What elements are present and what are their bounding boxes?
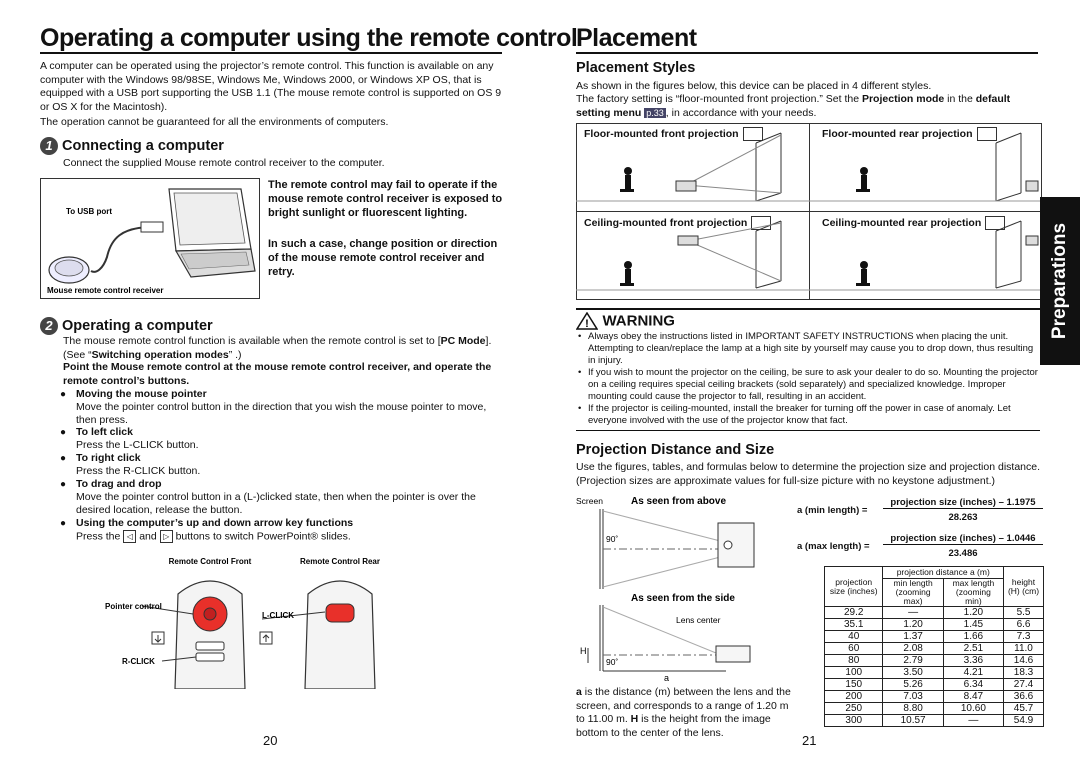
table-cell: 7.3 [1004,631,1044,643]
table-cell: 3.36 [943,655,1003,667]
table-cell: 27.4 [1004,679,1044,691]
styles-text-2: The factory setting is “floor-mounted front projection.” Set the Projection mode in the default setting menu p.33 , in accordance with your needs. [576,93,1011,119]
table-cell: 14.6 [1004,655,1044,667]
col-size: projection size (inches) [825,567,883,607]
table-cell: 8.47 [943,691,1003,703]
placement-illustrations [576,123,1040,298]
screen-label: Screen [576,496,603,506]
table-row [825,619,1044,631]
table-cell: 5.5 [1004,607,1044,619]
bullet-left-click: ● To left click Press the L-CLICK button. [76,426,502,452]
page-title: Placement [576,24,697,52]
section-title: Operating a computer [62,317,213,334]
table-cell: 6.34 [943,679,1003,691]
min-formula-label: a (min length) = [797,505,868,516]
table-cell: 10.57 [883,715,943,727]
col-distance: projection distance a (m) [883,567,1004,579]
max-formula-numerator: projection size (inches) – 1.0446 [883,533,1043,545]
table-cell: 1.66 [943,631,1003,643]
step-1-icon: 1 [40,137,58,155]
table-cell: 1.20 [883,619,943,631]
col-max: max length (zooming min) [943,579,1003,607]
a-label: a [664,673,670,683]
warning-rule [576,308,1040,310]
angle-label-top: 90˚ [606,534,619,544]
receiver-label: Mouse remote control receiver [47,286,164,295]
laptop-receiver-illustration [41,179,259,298]
table-cell: — [943,715,1003,727]
page-number: 21 [802,733,817,748]
placement-styles-heading: Placement Styles [576,60,696,76]
rc-front-label: Remote Control Front [168,557,252,566]
table-cell: 10.60 [943,703,1003,715]
table-cell: 7.03 [883,691,943,703]
table-cell: 60 [825,643,883,655]
rclick-label: R-CLICK [122,657,155,666]
remote-control-figure [100,554,440,689]
table-cell: 200 [825,691,883,703]
table-cell: 8.80 [883,703,943,715]
section-text: Connect the supplied Mouse remote control receiver to the computer. [63,157,385,169]
max-formula-label: a (max length) = [797,541,870,552]
table-cell: 150 [825,679,883,691]
col-min: min length (zooming max) [883,579,943,607]
warning-bottom-rule [576,430,1040,431]
table-cell: 5.26 [883,679,943,691]
min-formula-numerator: projection size (inches) – 1.1975 [883,497,1043,509]
bullet-drag-drop: ● To drag and drop Move the pointer control button in a (L-)clicked state, then when the pointer is over the desired location, release the button. [76,478,502,517]
fail-advice: In such a case, change position or direction of the mouse remote control receiver and retry. [268,238,498,278]
lens-center-label: Lens center [676,615,721,625]
distance-description: a is the distance (m) between the lens and the screen, and corresponds to a range of 1.20 m to 11.00 m. H is the height from the image bottom to the center of the lens. [576,686,791,739]
table-cell: — [883,607,943,619]
table-cell: 2.08 [883,643,943,655]
bullet-arrow-keys: ● Using the computer’s up and down arrow key functions Press the ◁ and ▷ buttons to switch PowerPoint® slides. [76,517,502,543]
warning-item-3: • If the projector is ceiling-mounted, install the breaker for turning off the power in case of anomaly. Let everyone involved with the use of the projector know that fact. [578,403,1011,426]
warning-item-2: • If you wish to mount the projector on the ceiling, be sure to ask your dealer to do so. Mounting the projector on a ceiling requires special ceiling brackets (sold separately) and specialized knowledge. Improper mounting could cause the projector to fall, resulting in an accident. [578,367,1038,402]
warning-item-1: • Always obey the instructions listed in IMPORTANT SAFETY INSTRUCTIONS when placing the unit. Attempting to clean/replace the lamp at a high site by yourself may cause you to drop down, thus resulting in injury. [578,331,1034,366]
intro-note: The operation cannot be guaranteed for all the environments of computers. [40,116,389,128]
link-switching-modes[interactable]: Switching operation modes [91,348,229,361]
table-row [825,667,1044,679]
preparations-tab: Preparations [1040,197,1080,365]
table-cell: 45.7 [1004,703,1044,715]
svg-text:!: ! [585,318,589,330]
table-cell: 250 [825,703,883,715]
remote-illustration [100,554,440,689]
table-cell: 1.37 [883,631,943,643]
bullet-right-click: ● To right click Press the R-CLICK button. [76,452,502,478]
styles-text: As shown in the figures below, this device can be placed in 4 different styles. [576,80,932,92]
table-cell: 35.1 [825,619,883,631]
title-rule [40,52,502,54]
table-cell: 2.79 [883,655,943,667]
ceiling-front-scene [576,221,808,290]
table-row [825,655,1044,667]
table-cell: 29.2 [825,607,883,619]
title-rule [576,52,1038,54]
table-cell: 11.0 [1004,643,1044,655]
h-label: H [580,646,587,656]
left-arrow-key-icon: ◁ [123,530,136,543]
projection-diagrams [576,493,791,683]
table-row [825,679,1044,691]
mode-text: The mouse remote control function is available when the remote control is set to [PC Mode]. (See “Switching operation modes” .) [63,335,492,361]
table-cell: 1.20 [943,607,1003,619]
projection-distance-text: Use the figures, tables, and formulas below to determine the projection size and projection distance. (Projection sizes are approximate values for full-size picture with no keystone adjustment.) [576,461,1041,487]
table-cell: 40 [825,631,883,643]
connection-figure [40,178,260,299]
page-ref-badge[interactable]: p.33 [646,107,664,118]
min-formula-denominator: 28.263 [948,512,978,523]
section-title: Connecting a computer [62,137,224,154]
right-arrow-key-icon: ▷ [160,530,173,543]
style-floor-rear: Floor-mounted rear projection [822,127,997,141]
table-cell: 100 [825,667,883,679]
floor-rear-scene [808,133,1040,201]
usb-port-label: To USB port [65,207,113,216]
above-label: As seen from above [631,496,727,507]
warning-triangle-icon [576,312,598,330]
style-ceiling-front: Ceiling-mounted front projection [584,216,771,230]
section-connecting [40,137,224,155]
floor-front-scene [576,133,808,201]
intro-paragraph: A computer can be operated using the projector’s remote control. This function is available on any computer with the Windows 98/98SE, Windows Me, Windows 2000, or Windows XP OS, that is equipped with a USB port supporting the USB 1.1 (The mouse remote control is supported on OS 9 or OS X for the Macintosh). [40,60,502,113]
point-instruction: Point the Mouse remote control at the mouse remote control receiver, and operate the remote control’s buttons. [63,361,492,387]
table-row [825,715,1044,727]
section-operating [40,317,213,335]
table-cell: 2.51 [943,643,1003,655]
step-2-icon: 2 [40,317,58,335]
angle-label-side: 90˚ [606,657,619,667]
table-cell: 36.6 [1004,691,1044,703]
fail-warning: The remote control may fail to operate if the mouse remote control receiver is exposed to bright sunlight or fluorescent lighting. [268,179,503,219]
table-row [825,607,1044,619]
style-ceiling-rear: Ceiling-mounted rear projection [822,216,1005,230]
projection-distance-heading: Projection Distance and Size [576,442,775,458]
table-cell: 54.9 [1004,715,1044,727]
projection-table [824,566,1044,727]
table-cell: 6.6 [1004,619,1044,631]
table-row [825,703,1044,715]
table-cell: 18.3 [1004,667,1044,679]
lclick-label: L-CLICK [262,611,294,620]
page-title: Operating a computer using the remote control [40,24,578,52]
style-floor-front: Floor-mounted front projection [584,127,763,141]
table-cell: 3.50 [883,667,943,679]
ceiling-rear-scene [808,221,1040,290]
table-row [825,631,1044,643]
table-cell: 300 [825,715,883,727]
pointer-control-label: Pointer control [105,602,162,611]
table-cell: 80 [825,655,883,667]
warning-heading: ! WARNING [576,312,675,330]
table-row [825,691,1044,703]
bullet-moving: ● Moving the mouse pointer Move the pointer control button in the direction that you wish the mouse pointer to move, then press. [76,388,502,427]
page-number: 20 [263,733,278,748]
rc-rear-label: Remote Control Rear [299,557,381,566]
col-height: height (H) (cm) [1004,567,1044,607]
table-cell: 4.21 [943,667,1003,679]
max-formula-denominator: 23.486 [948,548,978,559]
table-cell: 1.45 [943,619,1003,631]
side-label: As seen from the side [631,593,735,604]
table-row [825,643,1044,655]
